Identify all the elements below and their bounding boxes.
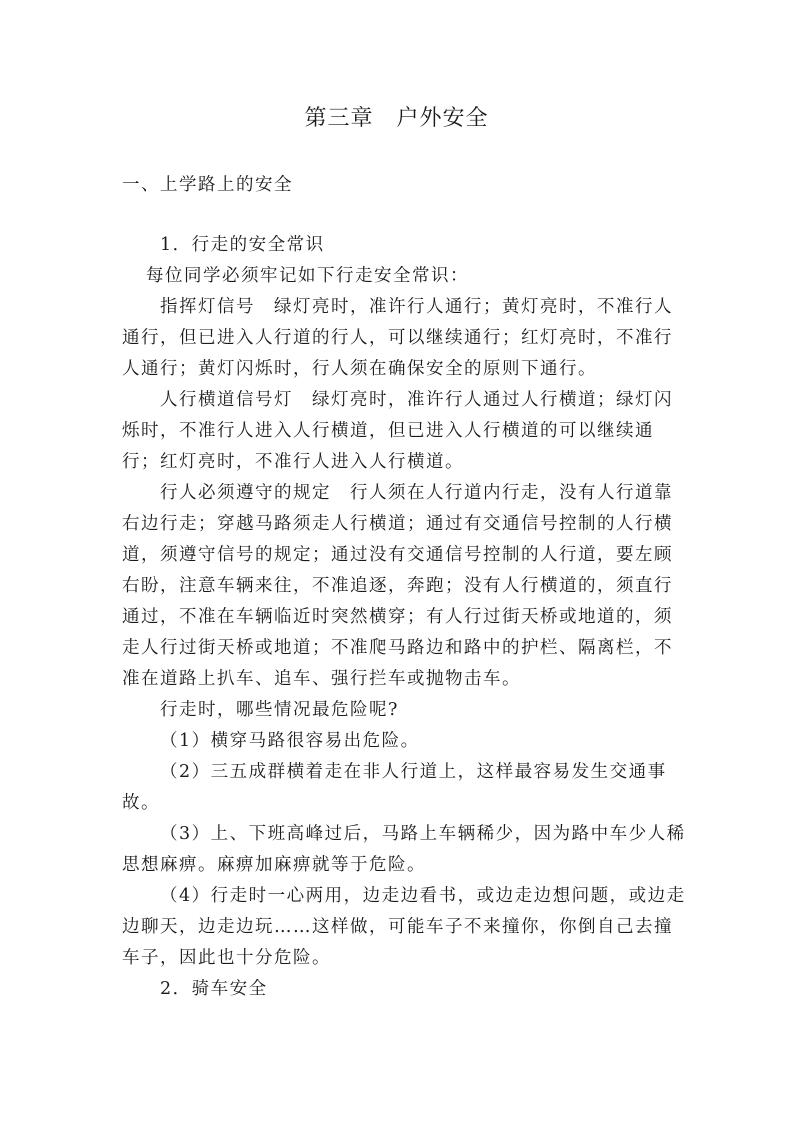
paragraph-line: 右边行走；穿越马路须走人行横道；通过有交通信号控制的人行横 [122, 514, 673, 534]
paragraph-line: 通过，不准在车辆临近时突然横穿；有人行过街天桥或地道的，须 [122, 607, 673, 627]
paragraph-line: 指挥灯信号 绿灯亮时，准许行人通行；黄灯亮时，不准行人 [160, 297, 673, 317]
paragraph-line: 行人必须遵守的规定 行人须在人行道内行走，没有人行道靠 [160, 483, 673, 503]
chapter-title: 第三章 户外安全 [304, 106, 489, 131]
paragraph-line: 道，须遵守信号的规定；通过没有交通信号控制的人行道，要左顾 [122, 545, 673, 565]
list-item: （2）三五成群横着走在非人行道上，这样最容易发生交通事 [160, 762, 667, 782]
paragraph-line: 准在道路上扒车、追车、强行拦车或抛物击车。 [122, 669, 521, 689]
paragraph-line: 人行横道信号灯 绿灯亮时，准许行人通过人行横道；绿灯闪 [160, 390, 673, 410]
paragraph-line: 通行，但已进入人行道的行人，可以继续通行；红灯亮时，不准行 [122, 328, 673, 348]
paragraph-line: 每位同学必须牢记如下行走安全常识： [146, 266, 469, 286]
list-item: （1）横穿马路很容易出危险。 [160, 731, 420, 751]
list-item-continuation: 思想麻痹。麻痹加麻痹就等于危险。 [122, 855, 426, 875]
list-item-continuation: 车子，因此也十分危险。 [122, 948, 331, 968]
paragraph-line: 行；红灯亮时，不准行人进入人行横道。 [122, 452, 464, 472]
paragraph-line: 右盼，注意车辆来往，不准追逐，奔跑；没有人行横道的，须直行 [122, 576, 673, 596]
subsection-heading: 2．骑车安全 [160, 979, 268, 999]
section-heading: 一、上学路上的安全 [122, 175, 293, 195]
paragraph-line: 烁时，不准行人进入人行横道，但已进入人行横道的可以继续通 [122, 421, 654, 441]
list-item: （4）行走时一心两用，边走边看书，或边走边想问题，或边走 [160, 886, 686, 906]
subsection-heading: 1．行走的安全常识 [160, 235, 325, 255]
list-item: （3）上、下班高峰过后，马路上车辆稀少，因为路中车少人稀 [160, 824, 686, 844]
list-item-continuation: 边聊天，边走边玩……这样做，可能车子不来撞你，你倒自己去撞 [122, 917, 673, 937]
paragraph-line: 行走时，哪些情况最危险呢? [160, 700, 399, 720]
paragraph-line: 走人行过街天桥或地道；不准爬马路边和路中的护栏、隔离栏，不 [122, 638, 673, 658]
paragraph-line: 人通行；黄灯闪烁时，行人须在确保安全的原则下通行。 [122, 359, 597, 379]
list-item-continuation: 故。 [122, 793, 160, 813]
